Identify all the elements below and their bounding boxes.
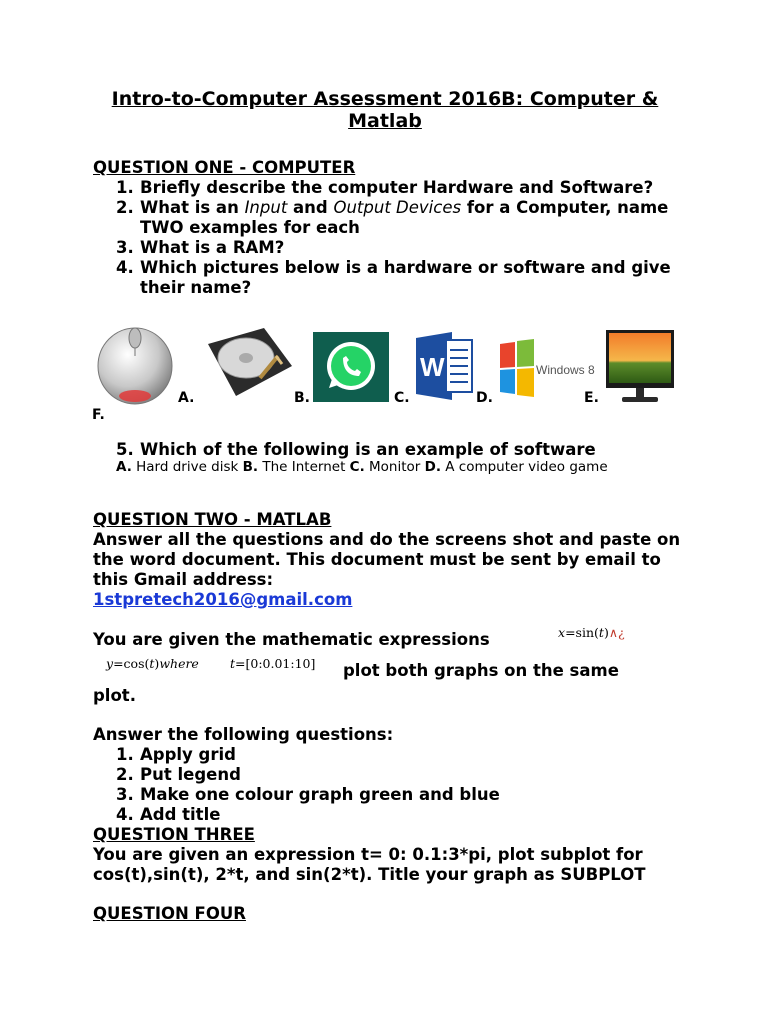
- whatsapp-icon: [313, 332, 389, 402]
- word-letter: W: [420, 352, 445, 382]
- document-title: Intro-to-Computer Assessment 2016B: Computer & Matlab: [111, 88, 659, 132]
- question-two-list: [116, 745, 686, 825]
- picture-label-c: C.: [394, 390, 410, 406]
- option-letter: A.: [116, 459, 132, 475]
- list-text: Put legend: [140, 765, 241, 784]
- list-text: Make one colour graph green and blue: [140, 785, 500, 804]
- picture-label-e: E.: [584, 390, 599, 406]
- question-four-heading: QUESTION FOUR: [93, 904, 246, 923]
- question-five-list: [116, 440, 686, 460]
- list-item: [116, 805, 686, 825]
- list-item: [116, 258, 686, 298]
- word-icon: [416, 332, 474, 400]
- answer-heading: Answer the following questions:: [93, 725, 394, 744]
- list-number: 1.: [116, 745, 134, 764]
- question-one-list: [116, 178, 686, 298]
- list-number: 4.: [116, 258, 134, 277]
- list-number: 2.: [116, 198, 134, 217]
- list-number: 4.: [116, 805, 134, 824]
- answer-options: [116, 459, 656, 476]
- list-text: Which of the following is an example of software: [140, 440, 596, 459]
- list-item: [116, 745, 686, 765]
- monitor-image: [606, 330, 674, 404]
- list-number: 3.: [116, 238, 134, 257]
- picture-label-d: D.: [476, 390, 493, 406]
- list-text: Which pictures below is a hardware or software and give their name?: [140, 258, 671, 297]
- expression-t: t=[0:0.01:10]: [230, 656, 316, 671]
- option-text: Monitor: [364, 459, 425, 475]
- list-number: 3.: [116, 785, 134, 804]
- question-one-heading: QUESTION ONE - COMPUTER: [93, 158, 356, 177]
- list-text: Briefly describe the computer Hardware and Software?: [140, 178, 654, 197]
- list-text: What is an: [140, 198, 245, 217]
- list-number: 5.: [116, 440, 134, 459]
- windows-8-logo: [498, 338, 595, 400]
- picture-label-a: A.: [178, 390, 195, 406]
- plot-instruction-end: plot.: [93, 686, 136, 705]
- list-item: [116, 238, 686, 258]
- plot-instruction: plot both graphs on the same: [343, 661, 619, 680]
- list-item: [116, 765, 686, 785]
- list-item: [116, 785, 686, 805]
- question-three-heading: QUESTION THREE: [93, 825, 255, 844]
- hard-drive-image: [202, 326, 294, 398]
- question-three-text: You are given an expression t= 0: 0.1:3*pi, plot subplot for cos(t),sin(t), 2*t, and sin(2*t). Title your graph as SUBPLOT: [93, 845, 646, 884]
- list-text: Apply grid: [140, 745, 236, 764]
- option-letter: B.: [242, 459, 259, 475]
- picture-label-b: B.: [294, 390, 310, 406]
- list-item: [116, 440, 686, 460]
- given-expressions-text: You are given the mathematic expressions: [93, 630, 490, 649]
- list-number: 2.: [116, 765, 134, 784]
- option-text: Hard drive disk: [131, 459, 243, 475]
- email-link[interactable]: 1stpretech2016@gmail.com: [93, 590, 353, 609]
- question-two-instructions: [93, 530, 683, 610]
- windows-8-text: Windows 8: [536, 363, 595, 377]
- expression-x: x=sin(t)∧¿: [558, 625, 625, 640]
- list-item: [116, 178, 686, 198]
- list-text: Add title: [140, 805, 221, 824]
- list-text: and: [287, 198, 334, 217]
- mouse-image: [94, 316, 176, 408]
- question-two-heading: QUESTION TWO - MATLAB: [93, 510, 332, 529]
- input-term: Input: [244, 198, 288, 217]
- option-text: The Internet: [258, 459, 350, 475]
- picture-label-f: F.: [92, 407, 105, 423]
- option-letter: C.: [349, 459, 365, 475]
- list-text: What is a RAM?: [140, 238, 285, 257]
- list-text: for a Computer, name TWO examples for each: [140, 198, 669, 237]
- instructions-text: Answer all the questions and do the screens shot and paste on the word document. This document must be sent by email to this Gmail address:: [93, 530, 681, 589]
- list-item: [116, 198, 686, 238]
- expression-y: y=cos(t)where: [106, 656, 199, 671]
- list-number: 1.: [116, 178, 134, 197]
- option-text: A computer video game: [440, 459, 608, 475]
- option-letter: D.: [424, 459, 441, 475]
- output-term: Output Devices: [333, 198, 462, 217]
